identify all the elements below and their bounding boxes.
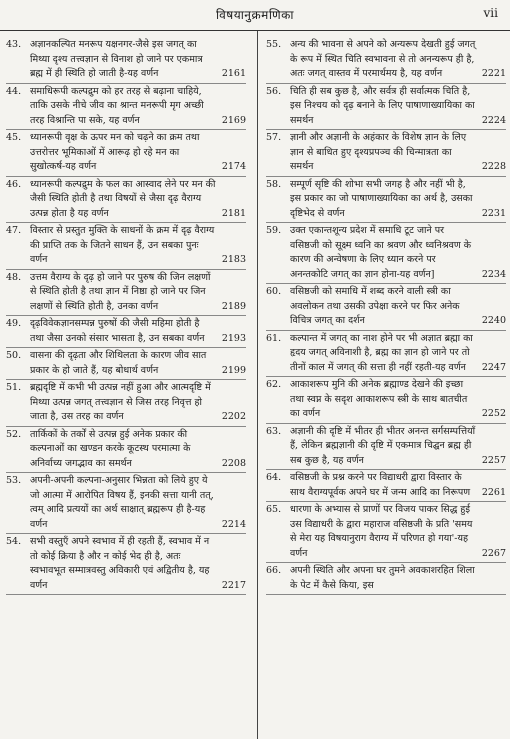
entry-text: वसिष्ठजी को समाधि में शब्द करने वाली स्त्री का अवलोकन तथा उसकी उपेक्षा करने पर फिर अनेक विचित्र जगत् का दर्शन [290,286,460,326]
entry-number: 57. [266,132,282,143]
entry-number: 55. [266,39,282,50]
page-header [0,0,510,31]
toc-entry [266,563,506,595]
entry-number: 58. [266,178,282,190]
entry-number: 49. [6,318,22,329]
entry-number: 53. [6,475,22,486]
toc-entry [266,377,506,424]
entry-page-number: 2240 [481,315,506,326]
toc-entry [266,424,506,471]
entry-text: सम्पूर्ण सृष्टि की शोभा सभी जगह है और नहीं भी है, इस प्रकार का जो पाषाणाख्यायिका का अर्थ है, उसका दृष्टिभेद से वर्णन [290,178,473,219]
entry-page-number: 2234 [481,268,506,280]
entry-text: अन्य की भावना से अपने को अन्यरूप देखती हुई जगत् के रूप में स्थित चिति स्वभावना से तो अनन्यरूप ही है, अतः जगत् वास्तव में परमार्थमय है, यह वर्णन [290,39,476,79]
toc-entry [6,427,246,474]
entry-text: अज्ञानकल्पित मनरूप यक्षनगर-जैसे इस जगत् का मिथ्या दृश्य तत्त्वज्ञान से विनाश हो जाने पर एकमात्र ब्रह्म में ही स्थिति हो जाती है-यह वर्णन [30,39,203,79]
entry-number: 51. [6,382,22,393]
entry-page-number: 2217 [221,579,246,591]
toc-entry [266,470,506,502]
left-column [6,37,246,737]
entry-number: 48. [6,271,22,283]
entry-text: अपनी स्थिति और अपना घर तुमने अवकाशरहित शिला के पेट में कैसे किया, इस [290,565,475,591]
entry-text: उक्त एकान्तशून्य प्रदेश में समाधि टूट जाने पर वसिष्ठजी को सूक्ष्म ध्वनि का श्रवण और ध्वनिश्रवण के कारण की अन्वेषणा के लिए ध्यान करने पर अनन्तकोटि जगत् का ज्ञान होना-यह वर्णन] [290,225,472,280]
entry-number: 45. [6,132,22,143]
entry-number: 63. [266,425,282,437]
entry-page-number: 2214 [221,518,246,530]
entry-page-number: 2161 [221,68,246,79]
toc-entry [266,177,506,224]
entry-page-number: 2224 [481,114,506,126]
entry-page-number: 2174 [221,161,246,172]
page-title: विषयानुक्रमणिका [216,8,294,22]
entry-text: तार्किकों के तर्कों से उत्पन्न हुई अनेक प्रकार की कल्पनाओं का खण्डन करके कूटस्थ परमात्मा के अनिर्वाच्य जगद्भाव का समर्थन [30,428,191,469]
entry-text: कल्पान्त में जगत् का नाश होने पर भी अज्ञात ब्रह्मा का हृदय जगत् अविनाशी है, ब्रह्म का ज्ञान हो जाने पर तो तीनों काल में जगत् की सत्ता ही नहीं रहती-यह वर्णन [290,332,473,373]
entry-page-number: 2181 [221,207,246,219]
entry-page-number: 2208 [221,457,246,469]
entry-text: समाधिरूपी कल्पद्रुम को हर तरह से बढ़ाना चाहिये, ताकि उसके नीचे जीव का श्रान्त मनरूपी मृग अच्छी तरह विश्रान्ति पा सके, यह वर्णन [30,85,204,126]
toc-entry [266,84,506,131]
entry-text: अपनी-अपनी कल्पना-अनुसार भिन्नता को लिये हुए ये जो आत्मा में आरोपित विषय हैं, इनकी सत्ता यानी तत्, त्वम् आदि प्रत्ययों का अर्थ साक्षात् ब्रह्मरूप ही है-यह वर्णन [30,475,214,530]
toc-entry [6,270,246,317]
entry-page-number: 2252 [481,408,506,419]
entry-page-number: 2257 [481,454,506,466]
entry-text: चिति ही सब कुछ है, और सर्वत्र ही सर्वात्मक चिति है, इस निश्चय को दृढ़ बनाने के लिए पाषाणाख्यायिका का समर्थन [290,85,475,126]
entry-number: 65. [266,504,282,515]
toc-entry [6,37,246,84]
toc-entry [266,130,506,177]
toc-entry [6,84,246,131]
entry-number: 59. [266,225,282,236]
toc-entry [266,331,506,378]
toc-entry [6,473,246,534]
entry-page-number: 2221 [481,68,506,79]
toc-entry [6,348,246,380]
entry-page-number: 2261 [481,486,506,498]
entry-number: 50. [6,350,22,361]
entry-text: वसिष्ठजी के प्रश्न करने पर विद्याधरी द्वारा विस्तार के साथ वैराग्यपूर्वक अपने घर में जन्म आदि का निरूपण [290,472,471,498]
entry-number: 47. [6,225,22,236]
entry-text: विस्तार से प्रस्तुत मुक्ति के साधनों के क्रम में दृढ़ वैराग्य की प्राप्ति तक के जितने साधन हैं, उन सबका पुनः वर्णन [30,225,215,265]
entry-page-number: 2267 [481,547,506,559]
entry-page-number: 2169 [221,114,246,126]
entry-text: ध्यानरूपी कल्पद्रुम के फल का आस्वाद लेने पर मन की जैसी स्थिति होती है तथा विषयों से जैसा दृढ़ वैराग्य उत्पन्न होता है यह वर्णन [30,178,216,219]
entry-text: उत्तम वैराग्य के दृढ़ हो जाने पर पुरुष की जिन लक्षणों से स्थिति होती है तथा ज्ञान में निष्ठा हो जाने पर जिन लक्षणों से स्थिति होती है, उनका वर्णन [30,271,211,312]
entry-number: 46. [6,178,22,190]
toc-entry [6,380,246,427]
entry-text: आकाशरूप मुनि की अनेक ब्रह्माण्ड देखने की इच्छा तथा स्वप्न के सदृश आकाशरूप स्त्री के साथ बातचीत का वर्णन [290,379,468,419]
entry-number: 54. [6,536,22,547]
toc-entry [6,316,246,348]
page-number: vii [483,6,498,20]
entry-number: 44. [6,85,22,97]
entry-number: 64. [266,472,282,483]
entry-text: दृढ़विवेकज्ञानसम्पन्न पुरुषों की जैसी महिमा होती है तथा जैसा उनको संसार भासता है, उन सबका वर्णन [30,318,205,344]
toc-entry [266,502,506,563]
toc-entry [6,177,246,224]
right-column [266,37,506,737]
entry-text: ज्ञानी और अज्ञानी के अहंकार के विशेष ज्ञान के लिए ज्ञान से बाधित हुए दृश्यप्रपञ्च की चिन्मात्रता का समर्थन [290,132,467,172]
entry-page-number: 2247 [481,361,506,373]
entry-page-number: 2189 [221,300,246,312]
entry-text: ब्रह्मदृष्टि में कभी भी उत्पन्न नहीं हुआ और आत्मदृष्टि में मिथ्या उत्पन्न जगत् तत्त्वज्ञान से जिस तरह निवृत्त हो जाता है, उस तरह का वर्णन [30,382,211,422]
toc-entry [266,223,506,284]
entry-text: ध्यानरूपी वृक्ष के ऊपर मन को चढ़ने का क्रम तथा उत्तरोत्तर भूमिकाओं में आरूढ़ हो रहे मन का सुखोत्कर्ष-यह वर्णन [30,132,200,172]
entry-number: 66. [266,565,282,576]
toc-entry [6,534,246,595]
entry-number: 62. [266,379,282,390]
entry-text: वासना की दृढ़ता और शिथिलता के कारण जीव सात प्रकार के हो जाते हैं, यह बोधार्थ वर्णन [30,350,207,376]
entry-text: अज्ञानी की दृष्टि में भीतर ही भीतर अनन्त सर्गसम्पत्तियाँ हैं, लेकिन ब्रह्मज्ञानी की दृष्टि में एकमात्र चिद्घन ब्रह्म ही सब कुछ है, यह वर्णन [290,425,476,466]
entry-text: सभी वस्तुएँ अपने स्वभाव में ही रहती हैं, स्वभाव में न तो कोई क्रिया है और न कोई भेद ही है, अतः स्वभावभूत सम्मात्रवस्तु अविकारी एवं अद्वितीय है, यह वर्णन [30,536,210,591]
entry-text: धारणा के अभ्यास से प्राणों पर विजय पाकर सिद्ध हुई उस विद्याधरी के द्वारा महाराज वसिष्ठजी के प्रति 'समय से मेरा यह विषयानुराग वैराग्य में परिणत हो गया'-यह वर्णन [290,504,473,559]
entry-page-number: 2193 [221,332,246,344]
toc-entry [6,130,246,177]
entry-number: 60. [266,286,282,297]
entry-page-number: 2231 [481,207,506,219]
entry-page-number: 2202 [221,411,246,422]
toc-entry [266,37,506,84]
entry-number: 52. [6,428,22,440]
toc-entry [266,284,506,331]
entry-page-number: 2183 [221,254,246,265]
entry-page-number: 2199 [221,364,246,376]
entry-number: 43. [6,39,22,50]
entry-page-number: 2228 [481,161,506,172]
toc-entry [6,223,246,270]
entry-number: 56. [266,85,282,97]
entry-number: 61. [266,332,282,344]
column-divider [257,31,258,739]
